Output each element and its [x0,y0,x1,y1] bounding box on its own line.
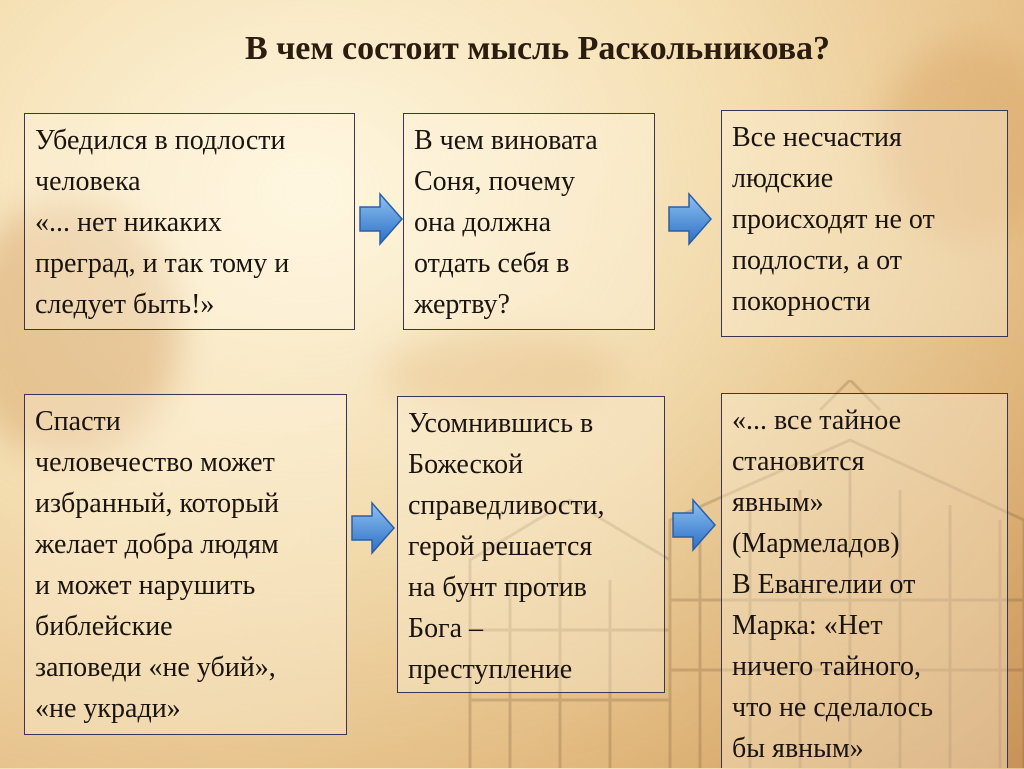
statement-box-1: Убедился в подлости человека «... нет никаких преград, и так тому и следует быть!» [24,113,355,330]
arrow-right-icon [671,497,717,553]
arrow-right-icon [350,500,396,556]
statement-box-4: Спасти человечество может избранный, который желает добра людям и может нарушить библейские заповеди «не убий», «не укради» [24,394,347,735]
statement-box-3: Все несчастия людские происходят не от подлости, а от покорности [721,110,1008,337]
arrow-right-icon [667,191,713,247]
statement-box-6: «... все тайное становится явным» (Мармеладов) В Евангелии от Марка: «Нет ничего тайного, что не сделалось бы явным» [721,393,1008,768]
arrow-right-icon [358,191,404,247]
slide-title: В чем состоит мысль Раскольникова? [244,30,831,67]
statement-box-5: Усомнившись в Божеской справедливости, герой решается на бунт против Бога – преступление [397,396,665,693]
statement-box-2: В чем виновата Соня, почему она должна отдать себя в жертву? [403,113,655,330]
